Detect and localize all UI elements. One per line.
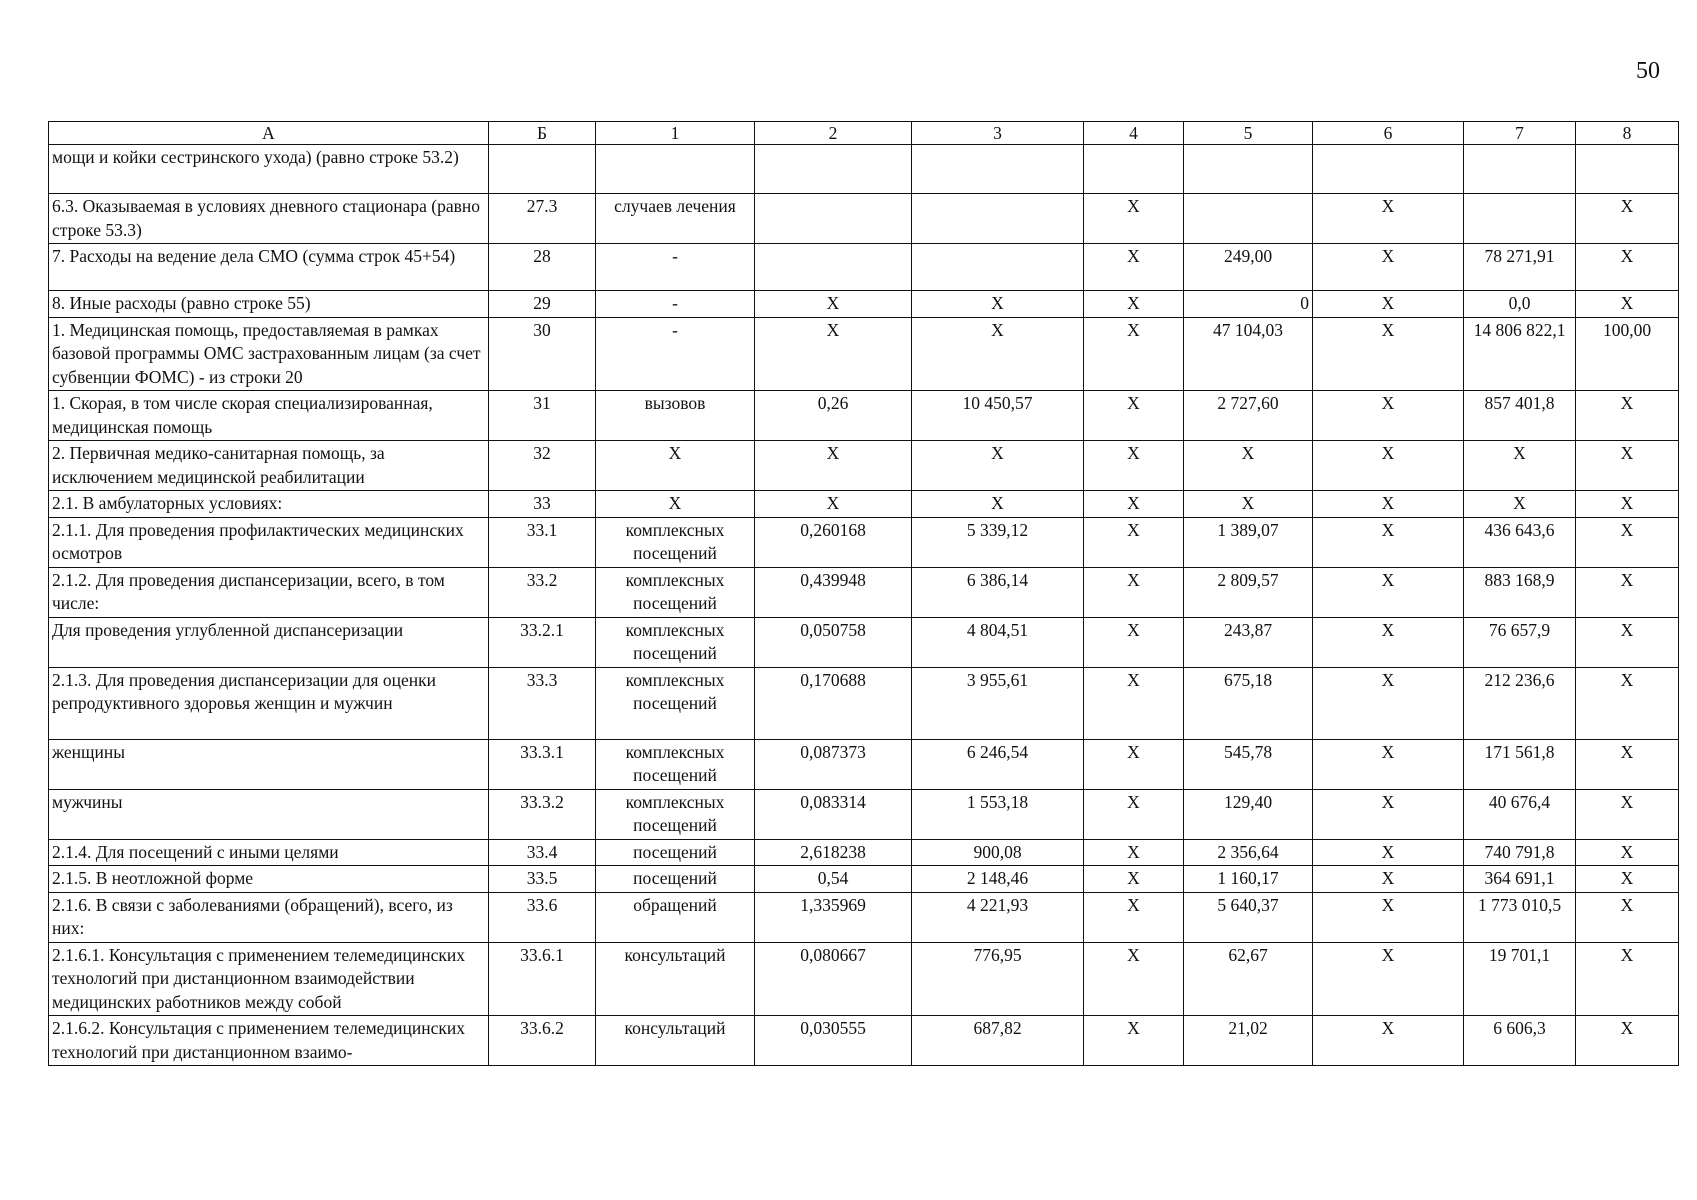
data-cell: посещений	[596, 839, 755, 866]
data-cell: X	[1313, 517, 1464, 567]
table-row	[49, 839, 1679, 866]
data-cell: 2 356,64	[1184, 839, 1313, 866]
table-row	[49, 441, 1679, 491]
data-cell	[1576, 145, 1679, 194]
data-cell: X	[1576, 1016, 1679, 1066]
data-cell: 1,335969	[755, 892, 912, 942]
data-cell: 21,02	[1184, 1016, 1313, 1066]
data-cell	[1184, 194, 1313, 244]
data-cell: 14 806 822,1	[1464, 317, 1576, 391]
data-cell: 2 727,60	[1184, 391, 1313, 441]
data-cell: X	[1576, 244, 1679, 291]
data-cell: X	[1084, 866, 1184, 893]
table-row	[49, 145, 1679, 194]
data-cell: 0	[1184, 291, 1313, 318]
data-cell: 0,170688	[755, 667, 912, 739]
table-row	[49, 244, 1679, 291]
data-cell: 545,78	[1184, 739, 1313, 789]
data-cell: X	[1084, 491, 1184, 518]
data-cell: 2 809,57	[1184, 567, 1313, 617]
data-cell: 0,54	[755, 866, 912, 893]
data-cell: -	[596, 244, 755, 291]
data-cell: 0,0	[1464, 291, 1576, 318]
row-label-cell: 2.1.4. Для посещений с иными целями	[49, 839, 489, 866]
data-cell: X	[1313, 892, 1464, 942]
data-cell: X	[1084, 789, 1184, 839]
data-cell: -	[596, 291, 755, 318]
data-cell: 5 339,12	[912, 517, 1084, 567]
row-label-cell: 2.1.5. В неотложной форме	[49, 866, 489, 893]
data-cell: X	[1464, 491, 1576, 518]
data-cell: 0,087373	[755, 739, 912, 789]
data-cell: X	[1576, 667, 1679, 739]
data-cell: 76 657,9	[1464, 617, 1576, 667]
data-cell: X	[1084, 617, 1184, 667]
data-cell: 0,083314	[755, 789, 912, 839]
row-label-cell: 2.1.6.2. Консультация с применением телемедицинских технологий при дистанционном взаимо-	[49, 1016, 489, 1066]
data-cell: 364 691,1	[1464, 866, 1576, 893]
data-cell: 47 104,03	[1184, 317, 1313, 391]
data-cell: консультаций	[596, 1016, 755, 1066]
table-row	[49, 291, 1679, 318]
data-cell: X	[1576, 942, 1679, 1016]
data-cell: X	[1576, 866, 1679, 893]
data-cell: 19 701,1	[1464, 942, 1576, 1016]
data-cell	[912, 145, 1084, 194]
data-cell: X	[596, 491, 755, 518]
data-cell: 78 271,91	[1464, 244, 1576, 291]
data-cell: 740 791,8	[1464, 839, 1576, 866]
data-cell: X	[1313, 617, 1464, 667]
table-row	[49, 391, 1679, 441]
data-cell: 0,260168	[755, 517, 912, 567]
data-cell: 857 401,8	[1464, 391, 1576, 441]
data-cell	[755, 244, 912, 291]
table-row	[49, 667, 1679, 739]
row-label-cell: 2.1. В амбулаторных условиях:	[49, 491, 489, 518]
table-row	[49, 739, 1679, 789]
data-cell: X	[1576, 617, 1679, 667]
data-cell: X	[1084, 739, 1184, 789]
data-cell: X	[1576, 839, 1679, 866]
data-cell: случаев лечения	[596, 194, 755, 244]
data-cell: 0,439948	[755, 567, 912, 617]
page-number: 50	[1636, 58, 1660, 84]
data-cell: 31	[489, 391, 596, 441]
table-row	[49, 517, 1679, 567]
data-cell: X	[1576, 291, 1679, 318]
data-cell: 33.3.2	[489, 789, 596, 839]
data-cell	[1464, 145, 1576, 194]
data-cell: 1 389,07	[1184, 517, 1313, 567]
data-cell: 1 553,18	[912, 789, 1084, 839]
header-cell: 8	[1576, 122, 1679, 145]
data-cell: X	[1084, 892, 1184, 942]
row-label-cell: мощи и койки сестринского ухода) (равно строке 53.2)	[49, 145, 489, 194]
data-cell: 32	[489, 441, 596, 491]
data-cell: 33.2.1	[489, 617, 596, 667]
data-cell: X	[1464, 441, 1576, 491]
data-cell: 4 221,93	[912, 892, 1084, 942]
data-cell: X	[1576, 441, 1679, 491]
data-cell: 171 561,8	[1464, 739, 1576, 789]
data-cell: X	[1576, 194, 1679, 244]
data-cell: 33.5	[489, 866, 596, 893]
data-cell: X	[1084, 441, 1184, 491]
table-row	[49, 866, 1679, 893]
data-cell: X	[1576, 789, 1679, 839]
data-cell: X	[1084, 317, 1184, 391]
data-cell: X	[1313, 739, 1464, 789]
data-cell: X	[1084, 567, 1184, 617]
data-cell: X	[1313, 244, 1464, 291]
data-cell: X	[1576, 491, 1679, 518]
data-cell: -	[596, 317, 755, 391]
data-cell: 10 450,57	[912, 391, 1084, 441]
data-cell: X	[1313, 567, 1464, 617]
data-cell: 33.2	[489, 567, 596, 617]
data-cell: 212 236,6	[1464, 667, 1576, 739]
data-cell: X	[1313, 839, 1464, 866]
data-cell: X	[1313, 1016, 1464, 1066]
data-cell: 900,08	[912, 839, 1084, 866]
row-label-cell: 2. Первичная медико-санитарная помощь, за исключением медицинской реабилитации	[49, 441, 489, 491]
data-cell: комплексных посещений	[596, 739, 755, 789]
data-cell	[1313, 145, 1464, 194]
table-row	[49, 942, 1679, 1016]
table-row	[49, 317, 1679, 391]
row-label-cell: 2.1.1. Для проведения профилактических медицинских осмотров	[49, 517, 489, 567]
data-cell: X	[755, 441, 912, 491]
data-cell: X	[1313, 789, 1464, 839]
table-row	[49, 617, 1679, 667]
data-cell: комплексных посещений	[596, 617, 755, 667]
data-cell: 3 955,61	[912, 667, 1084, 739]
data-cell: X	[755, 491, 912, 518]
data-cell: 33.4	[489, 839, 596, 866]
data-cell: X	[1313, 441, 1464, 491]
data-cell: 62,67	[1184, 942, 1313, 1016]
data-cell	[912, 244, 1084, 291]
data-cell: 33.3.1	[489, 739, 596, 789]
data-cell: 33.3	[489, 667, 596, 739]
data-cell: 0,030555	[755, 1016, 912, 1066]
data-cell: 675,18	[1184, 667, 1313, 739]
data-cell: 33.6	[489, 892, 596, 942]
data-cell: 40 676,4	[1464, 789, 1576, 839]
data-cell: комплексных посещений	[596, 789, 755, 839]
row-label-cell: 1. Медицинская помощь, предоставляемая в рамках базовой программы ОМС застрахованным лицам (за счет субвенции ФОМС) - из строки 20	[49, 317, 489, 391]
data-cell: X	[1184, 441, 1313, 491]
data-cell: X	[755, 291, 912, 318]
table-row	[49, 567, 1679, 617]
data-cell: 33.1	[489, 517, 596, 567]
data-cell: X	[1084, 291, 1184, 318]
table-row	[49, 789, 1679, 839]
row-label-cell: 2.1.3. Для проведения диспансеризации для оценки репродуктивного здоровья женщин и мужчин	[49, 667, 489, 739]
row-label-cell: 2.1.2. Для проведения диспансеризации, всего, в том числе:	[49, 567, 489, 617]
data-cell	[912, 194, 1084, 244]
row-label-cell: 2.1.6.1. Консультация с применением телемедицинских технологий при дистанционном взаимодействии медицинских работников между собой	[49, 942, 489, 1016]
data-cell: X	[1576, 739, 1679, 789]
data-cell: X	[1184, 491, 1313, 518]
data-cell	[489, 145, 596, 194]
data-cell: X	[1084, 517, 1184, 567]
data-cell: X	[912, 317, 1084, 391]
data-cell	[596, 145, 755, 194]
data-cell: X	[1313, 317, 1464, 391]
data-cell: 776,95	[912, 942, 1084, 1016]
data-cell: 1 773 010,5	[1464, 892, 1576, 942]
table-body	[49, 145, 1679, 1066]
data-cell: X	[912, 291, 1084, 318]
data-cell: X	[1576, 517, 1679, 567]
data-cell: 33.6.2	[489, 1016, 596, 1066]
data-cell: X	[1084, 667, 1184, 739]
header-cell: 2	[755, 122, 912, 145]
table-row	[49, 1016, 1679, 1066]
data-cell: консультаций	[596, 942, 755, 1016]
data-cell: 30	[489, 317, 596, 391]
data-cell: 5 640,37	[1184, 892, 1313, 942]
data-cell: 2 148,46	[912, 866, 1084, 893]
data-cell: 28	[489, 244, 596, 291]
data-cell	[1464, 194, 1576, 244]
data-cell: 100,00	[1576, 317, 1679, 391]
data-cell: 883 168,9	[1464, 567, 1576, 617]
data-cell: 687,82	[912, 1016, 1084, 1066]
data-cell	[1084, 145, 1184, 194]
data-cell: 249,00	[1184, 244, 1313, 291]
data-cell: 436 643,6	[1464, 517, 1576, 567]
data-cell: 129,40	[1184, 789, 1313, 839]
data-cell: комплексных посещений	[596, 667, 755, 739]
row-label-cell: 8. Иные расходы (равно строке 55)	[49, 291, 489, 318]
row-label-cell: 7. Расходы на ведение дела СМО (сумма строк 45+54)	[49, 244, 489, 291]
data-cell: X	[1084, 1016, 1184, 1066]
row-label-cell: мужчины	[49, 789, 489, 839]
data-cell: X	[1313, 291, 1464, 318]
data-cell	[1184, 145, 1313, 194]
data-table	[48, 121, 1679, 1066]
data-cell: комплексных посещений	[596, 567, 755, 617]
data-cell: X	[1576, 391, 1679, 441]
data-cell: X	[1084, 391, 1184, 441]
row-label-cell: женщины	[49, 739, 489, 789]
data-cell: 243,87	[1184, 617, 1313, 667]
table-row	[49, 194, 1679, 244]
data-cell: 6 606,3	[1464, 1016, 1576, 1066]
data-cell: X	[1313, 942, 1464, 1016]
data-cell: 4 804,51	[912, 617, 1084, 667]
header-cell: А	[49, 122, 489, 145]
data-cell: 6 386,14	[912, 567, 1084, 617]
header-cell: 4	[1084, 122, 1184, 145]
row-label-cell: 1. Скорая, в том числе скорая специализированная, медицинская помощь	[49, 391, 489, 441]
data-cell: X	[1313, 194, 1464, 244]
data-cell: 1 160,17	[1184, 866, 1313, 893]
data-cell: X	[1084, 244, 1184, 291]
data-cell: 0,050758	[755, 617, 912, 667]
data-cell	[755, 145, 912, 194]
header-cell: Б	[489, 122, 596, 145]
data-cell: X	[1313, 866, 1464, 893]
data-cell: X	[912, 441, 1084, 491]
data-cell: X	[1576, 892, 1679, 942]
data-cell: 29	[489, 291, 596, 318]
data-cell: обращений	[596, 892, 755, 942]
data-cell: X	[596, 441, 755, 491]
table-row	[49, 892, 1679, 942]
data-cell: X	[755, 317, 912, 391]
header-cell: 6	[1313, 122, 1464, 145]
header-cell: 1	[596, 122, 755, 145]
data-cell: 27.3	[489, 194, 596, 244]
data-cell: 2,618238	[755, 839, 912, 866]
data-cell: 33	[489, 491, 596, 518]
data-cell: X	[1084, 194, 1184, 244]
row-label-cell: 6.3. Оказываемая в условиях дневного стационара (равно строке 53.3)	[49, 194, 489, 244]
data-cell: X	[1084, 942, 1184, 1016]
header-cell: 7	[1464, 122, 1576, 145]
row-label-cell: Для проведения углубленной диспансеризации	[49, 617, 489, 667]
data-cell: X	[912, 491, 1084, 518]
data-cell: 33.6.1	[489, 942, 596, 1016]
table-row	[49, 491, 1679, 518]
data-cell: 0,080667	[755, 942, 912, 1016]
data-cell: комплексных посещений	[596, 517, 755, 567]
row-label-cell: 2.1.6. В связи с заболеваниями (обращений), всего, из них:	[49, 892, 489, 942]
data-cell: X	[1576, 567, 1679, 617]
data-cell: 6 246,54	[912, 739, 1084, 789]
data-cell: X	[1313, 491, 1464, 518]
data-cell: X	[1084, 839, 1184, 866]
data-cell: 0,26	[755, 391, 912, 441]
table-header-row	[49, 122, 1679, 145]
data-cell	[755, 194, 912, 244]
header-cell: 5	[1184, 122, 1313, 145]
data-cell: вызовов	[596, 391, 755, 441]
data-cell: X	[1313, 667, 1464, 739]
header-cell: 3	[912, 122, 1084, 145]
data-cell: X	[1313, 391, 1464, 441]
data-cell: посещений	[596, 866, 755, 893]
